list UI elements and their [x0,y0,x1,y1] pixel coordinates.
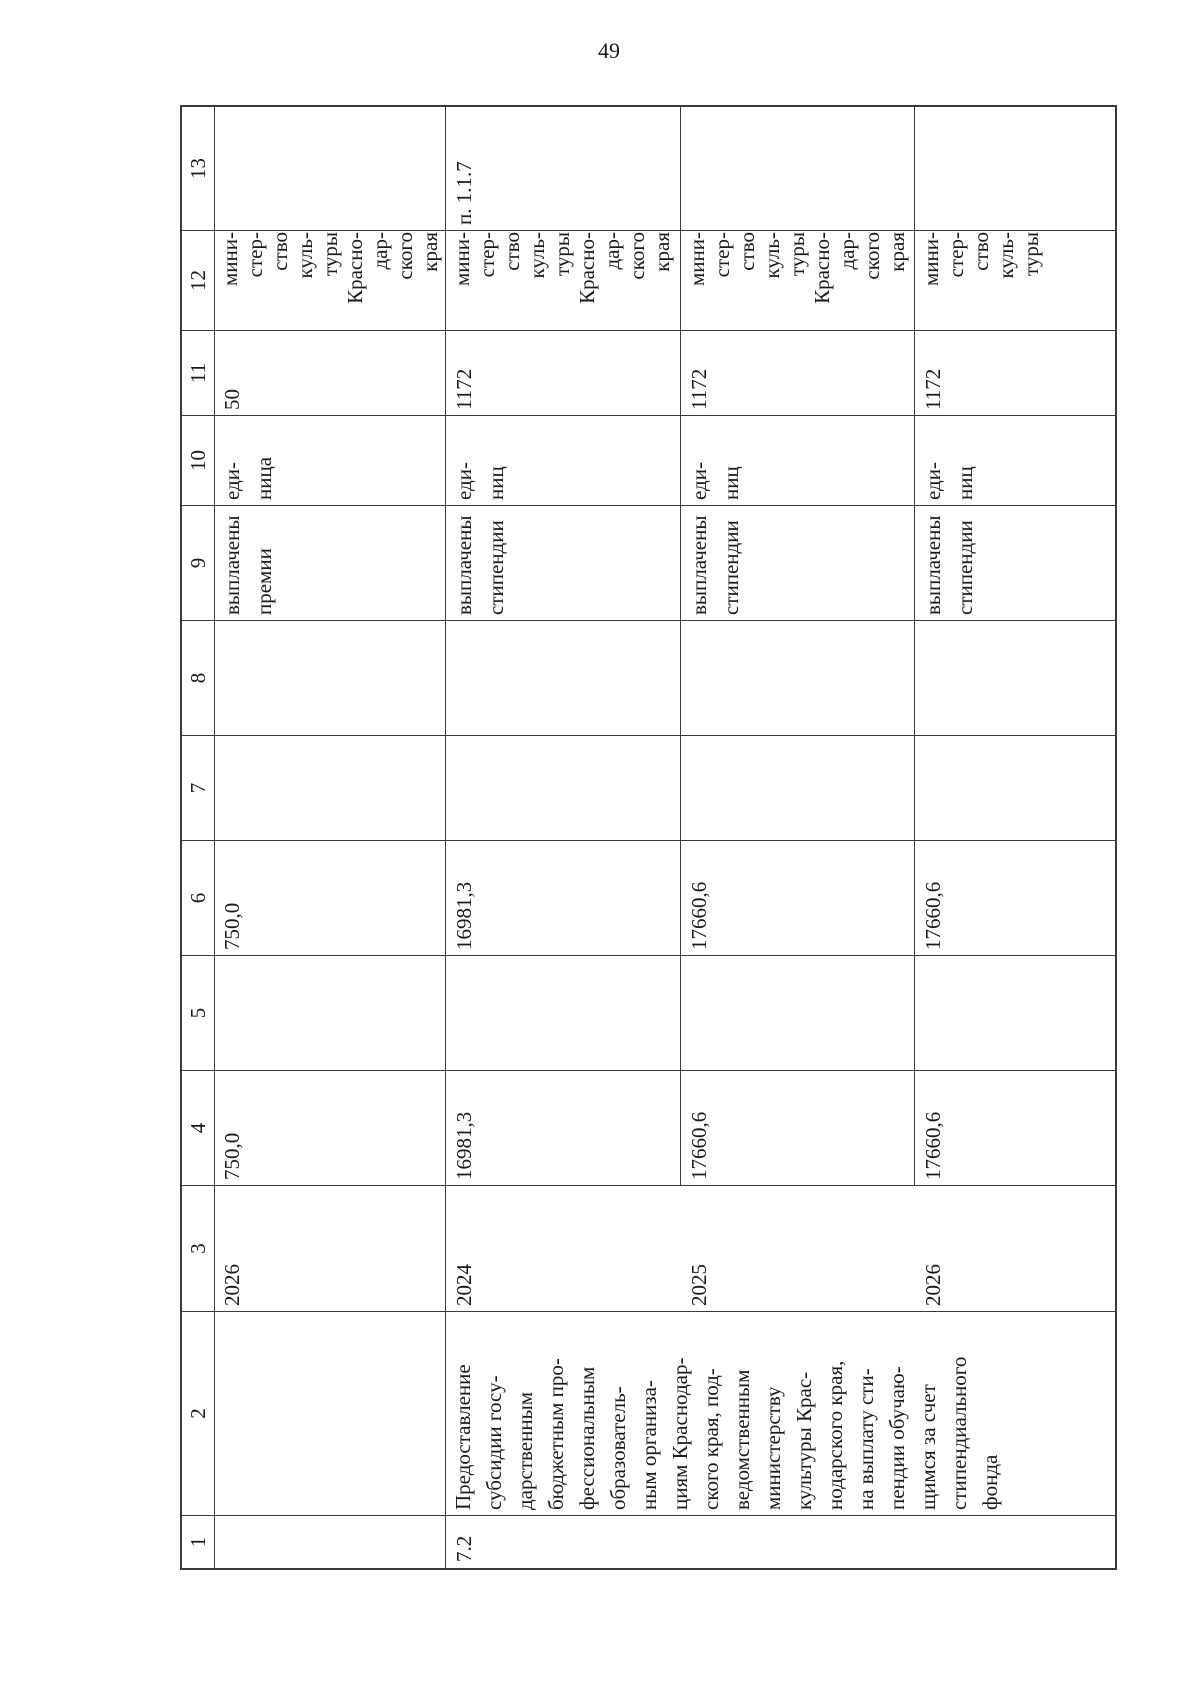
table-cell: 50 [220,389,244,410]
col-header-11: 11 [186,362,210,384]
table-cell: 7.2 [452,1535,476,1562]
table-cell: еди- ниц [921,462,977,500]
table-cell: 2024 [452,1264,476,1306]
table-cell: 2026 [921,1264,945,1306]
table-border-bottom [1115,105,1117,1570]
table-cell: 17660,6 [687,1111,711,1180]
subrow-divider [914,105,915,1186]
table-cell: выплачены премии [220,515,276,615]
table-cell: 750,0 [220,1132,244,1180]
subrow-divider [680,105,681,1186]
table-cell: мини- стер- ство куль- туры Красно- дар- ского края [218,232,442,304]
header-divider [214,105,215,1570]
col-divider [180,735,1117,736]
table-cell: 2026 [220,1264,244,1306]
col-header-5: 5 [186,1007,210,1019]
col-header-7: 7 [186,782,210,794]
table-cell: Предоставление субсидии госу- дарственным бюджетным про- фессиональным образователь- ным организа- циям Краснодар- ского края, под- ведомственным министерству культуры Крас- нодарского края, на выплату сти- пендии обучаю- щимся за счет стипендиального фонда [451,1356,1002,1510]
col-header-4: 4 [186,1122,210,1134]
col-header-13: 13 [186,158,210,179]
table-cell: выплачены стипендии [921,515,977,615]
table-cell: еди- ниц [452,462,508,500]
col-header-3: 3 [186,1243,210,1254]
table-cell: 16981,3 [452,1111,476,1180]
table-cell: мини- стер- ство куль- туры Красно- дар- ского края [450,232,674,304]
col-divider [180,230,1117,231]
budget-table [180,105,1117,1570]
table-cell: мини- стер- ство куль- туры [919,232,1043,286]
table-cell: 2025 [687,1264,711,1306]
table-cell: п. 1.1.7 [452,161,476,225]
col-header-6: 6 [186,892,210,904]
table-cell: 1172 [687,368,711,410]
table-cell: 1172 [921,368,945,410]
col-header-10: 10 [186,450,210,471]
col-divider [180,620,1117,621]
table-cell: 16981,3 [452,881,476,950]
col-header-1: 1 [186,1536,210,1548]
col-divider [180,955,1117,956]
col-divider [180,1311,1117,1312]
table-cell: 1172 [452,368,476,410]
table-cell: 17660,6 [921,1111,945,1180]
table-border-left [180,1568,1117,1570]
page-number: 49 [598,38,620,63]
col-header-8: 8 [186,672,210,684]
table-cell: 17660,6 [687,881,711,950]
table-cell: еди- ница [220,456,276,500]
col-divider [180,330,1117,331]
col-header-12: 12 [186,270,210,291]
table-cell: 750,0 [220,902,244,950]
col-header-9: 9 [186,557,210,569]
table-cell: выплачены стипендии [452,515,508,615]
table-border-right [180,105,1117,107]
col-divider [180,840,1117,841]
table-cell: мини- стер- ство куль- туры Красно- дар- ского края [685,232,909,304]
col-header-2: 2 [186,1408,210,1419]
col-divider [180,1185,1117,1186]
col-divider [180,1070,1117,1071]
row-divider [445,105,446,1570]
table-cell: 17660,6 [921,881,945,950]
table-cell: выплачены стипендии [687,515,743,615]
col-divider [180,1515,1117,1516]
table-cell: еди- ниц [687,462,743,500]
